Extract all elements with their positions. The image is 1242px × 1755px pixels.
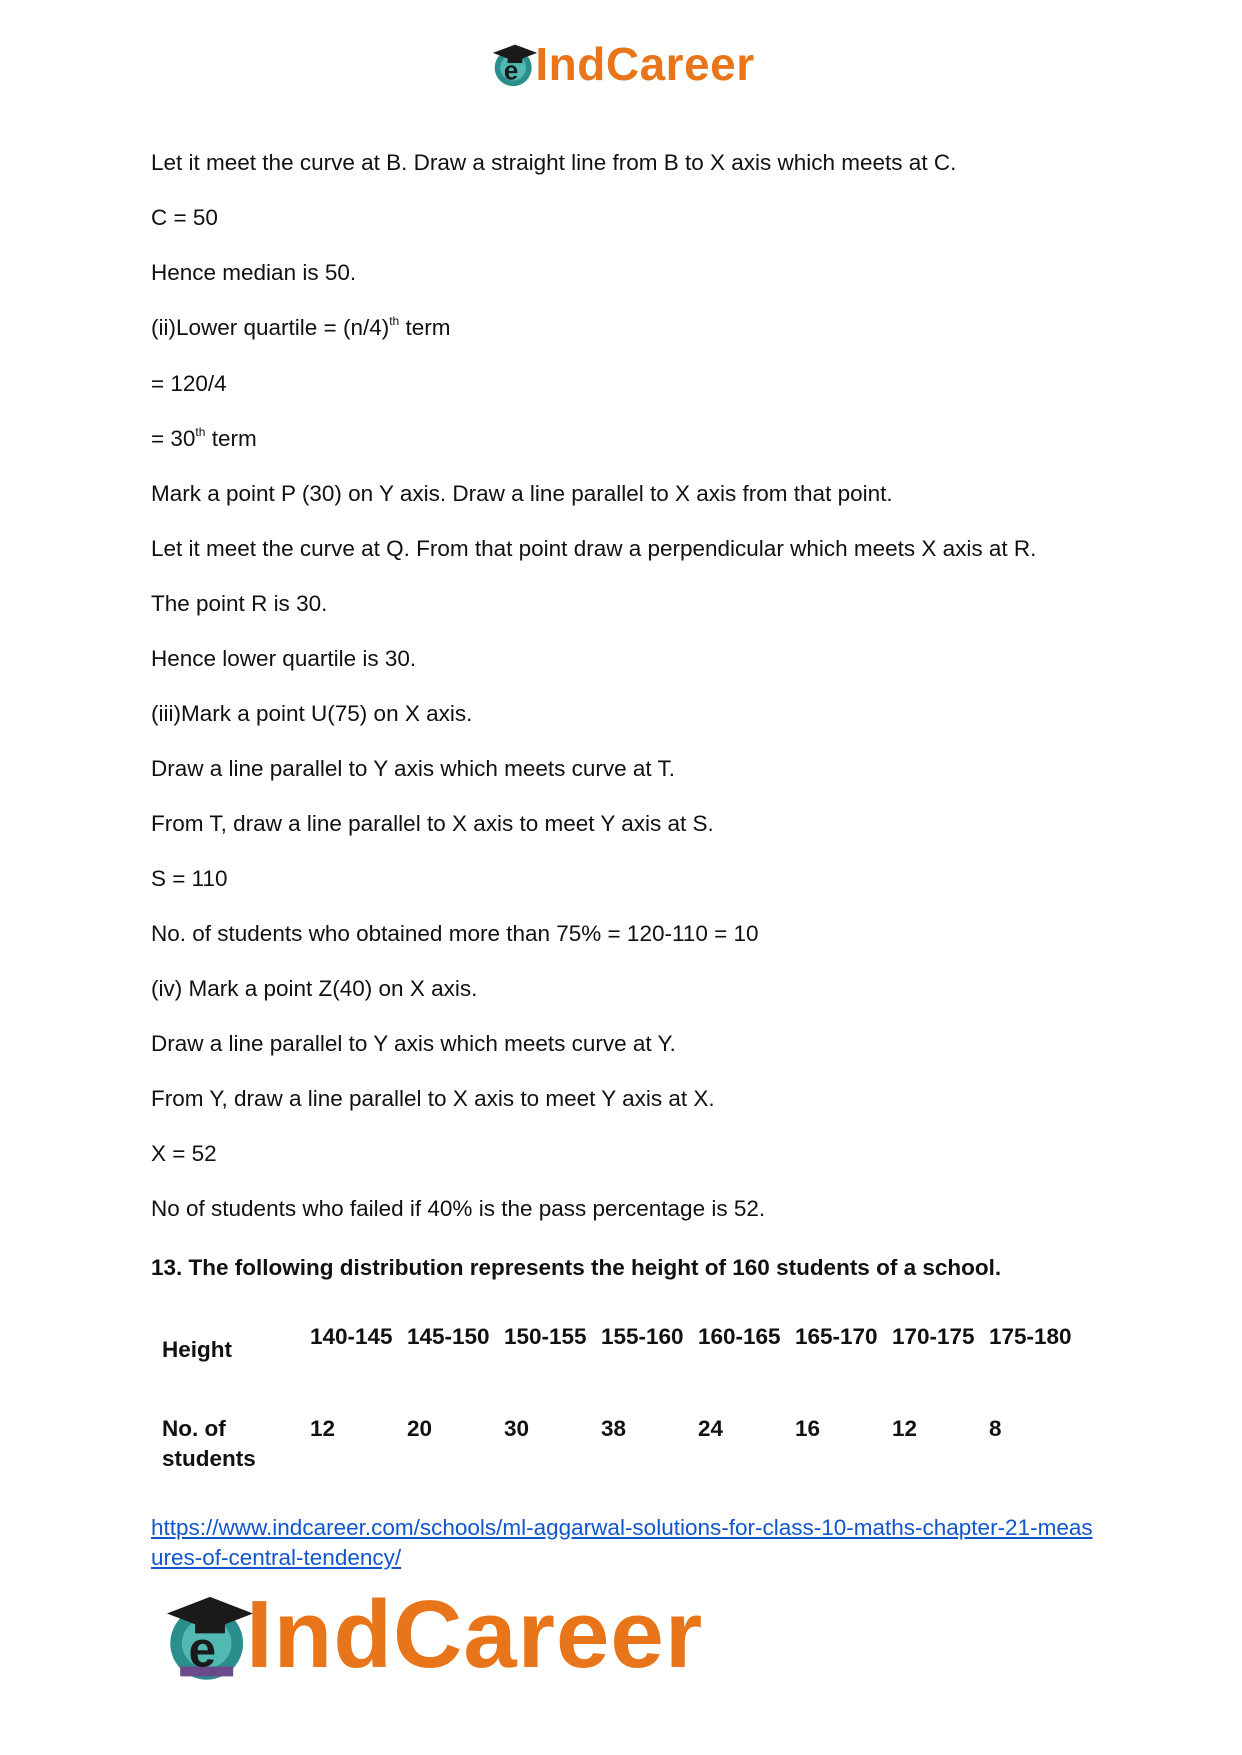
superscript: th [195,425,206,439]
student-count-cell: 24 [698,1416,724,1441]
student-count-cell: 16 [795,1416,821,1441]
text-segment: term [399,315,451,340]
text-line: No of students who failed if 40% is the pass percentage is 52. [151,1196,766,1221]
text-line: Draw a line parallel to Y axis which meets curve at T. [151,756,675,781]
height-range-cell: 150-155 [504,1324,587,1349]
student-count-cell: 8 [989,1416,1002,1441]
text-line: Hence median is 50. [151,260,357,285]
text-line: Hence lower quartile is 30. [151,646,417,671]
table-row-students [151,1414,1086,1474]
height-range-cell: 145-150 [407,1324,490,1349]
text-line: S = 110 [151,866,228,891]
svg-text:e: e [504,57,519,86]
student-count-cell: 12 [892,1416,918,1441]
student-count-cell: 12 [310,1416,336,1441]
text-line: C = 50 [151,205,218,230]
text-line: = 120/4 [151,371,227,396]
text-line: From Y, draw a line parallel to X axis to meet Y axis at X. [151,1086,715,1111]
brand-name-large: IndCareer [246,1581,704,1688]
height-range-cell: 175-180 [989,1324,1072,1349]
text-line: The point R is 30. [151,591,328,616]
text-line [151,425,257,452]
text-line: (iii)Mark a point U(75) on X axis. [151,701,473,726]
superscript: th [389,314,400,328]
text-line: Draw a line parallel to Y axis which meets curve at Y. [151,1031,676,1056]
text-line: No. of students who obtained more than 75% = 120-110 = 10 [151,921,759,946]
svg-text:e: e [188,1621,217,1678]
text-line: Mark a point P (30) on Y axis. Draw a line parallel to X axis from that point. [151,481,893,506]
footer-logo [160,1581,704,1688]
graduation-globe-icon [160,1587,260,1683]
height-range-cell: 140-145 [310,1324,393,1349]
text-segment: = 30 [151,426,196,451]
brand-name: IndCareer [535,38,755,90]
height-range-cell: 165-170 [795,1324,878,1349]
table-row-height [151,1322,1086,1414]
height-label: Height [162,1337,232,1362]
height-distribution-table [151,1322,1086,1474]
height-range-cell: 170-175 [892,1324,975,1349]
student-count-cell: 38 [601,1416,627,1441]
text-line: Let it meet the curve at Q. From that point draw a perpendicular which meets X axis at R. [151,536,1037,561]
text-line: From T, draw a line parallel to X axis to meet Y axis at S. [151,811,714,836]
header-logo [0,38,1242,90]
height-range-cell: 160-165 [698,1324,781,1349]
text-line: X = 52 [151,1141,217,1166]
student-count-cell: 30 [504,1416,530,1441]
students-label: No. of students [162,1416,256,1471]
student-count-cell: 20 [407,1416,433,1441]
text-line: (iv) Mark a point Z(40) on X axis. [151,976,478,1001]
text-segment: (ii)Lower quartile = (n/4) [151,315,390,340]
height-range-cell: 155-160 [601,1324,684,1349]
text-segment: term [205,426,257,451]
text-line: Let it meet the curve at B. Draw a straight line from B to X axis which meets at C. [151,150,957,175]
question-13: 13. The following distribution represents the height of 160 students of a school. [151,1255,1002,1280]
text-line [151,314,451,341]
source-link[interactable]: https://www.indcareer.com/schools/ml-aggarwal-solutions-for-class-10-maths-chapter-21-measures-of-central-tendency/ [151,1515,1093,1570]
